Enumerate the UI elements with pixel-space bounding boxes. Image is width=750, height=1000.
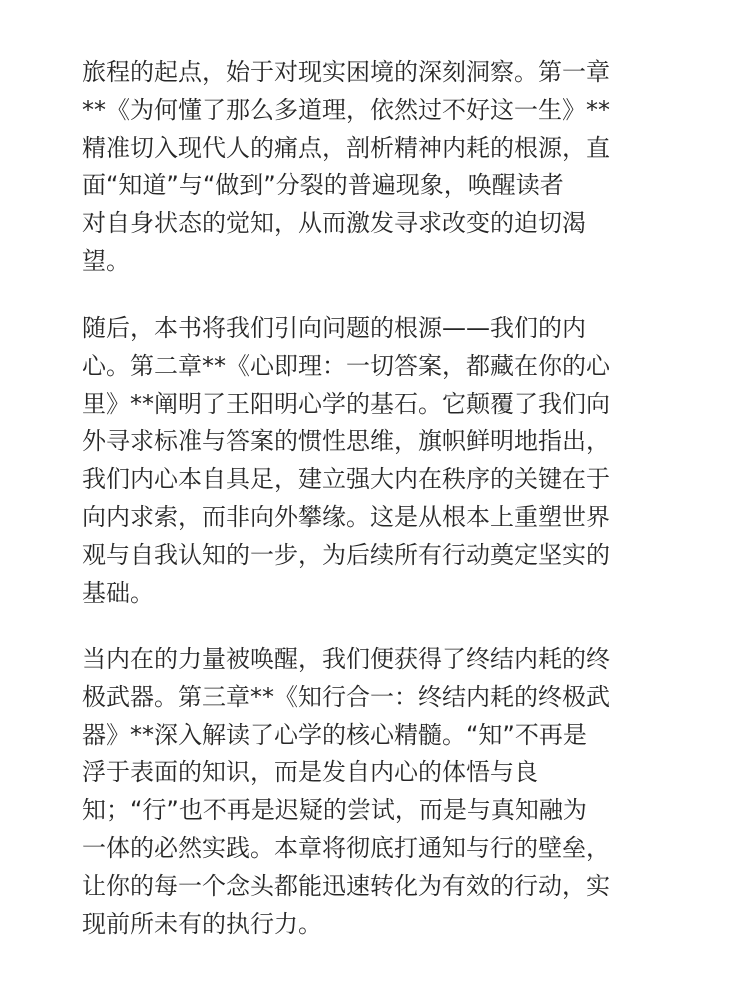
text-line: **《为何懂了那么多道理，依然过不好这一生》**	[82, 95, 610, 124]
text-line: 浮于表面的知识，而是发自内心的体悟与良	[82, 758, 538, 787]
text-line: 外寻求标准与答案的惯性思维，旗帜鲜明地指出，	[82, 427, 610, 456]
text-line: 我们内心本自具足，建立强大内在秩序的关键在于	[82, 465, 610, 494]
text-line: 向内求索，而非向外攀缘。这是从根本上重塑世界	[82, 502, 610, 531]
text-line: 望。	[82, 246, 130, 275]
text-line: 精准切入现代人的痛点，剖析精神内耗的根源，直	[82, 133, 610, 162]
text-line: 观与自我认知的一步，为后续所有行动奠定坚实的	[82, 540, 610, 569]
text-line: 现前所未有的执行力。	[82, 909, 322, 938]
text-line: 旅程的起点，始于对现实困境的深刻洞察。第一章	[82, 58, 610, 86]
text-line: 一体的必然实践。本章将彻底打通知与行的壁垒，	[82, 833, 610, 862]
text-line: 知；“行”也不再是迟疑的尝试，而是与真知融为	[82, 796, 587, 825]
text-line: 让你的每一个念头都能迅速转化为有效的行动，实	[82, 871, 610, 900]
text-line: 心。第二章**《心即理：一切答案，都藏在你的心	[82, 351, 610, 380]
text-line: 器》**深入解读了心学的核心精髓。“知”不再是	[82, 720, 587, 749]
text-line: 基础。	[82, 578, 154, 607]
paragraph-chapter-one	[82, 54, 682, 281]
paragraph-chapter-two	[82, 310, 682, 612]
text-line: 里》**阐明了王阳明心学的基石。它颠覆了我们向	[82, 389, 610, 418]
paragraph-chapter-three	[82, 641, 682, 943]
text-line: 面“知道”与“做到”分裂的普遍现象，唤醒读者	[82, 171, 564, 200]
text-line: 极武器。第三章**《知行合一：终结内耗的终极武	[82, 682, 610, 711]
text-line: 对自身状态的觉知，从而激发寻求改变的迫切渴	[82, 209, 586, 238]
text-line: 当内在的力量被唤醒，我们便获得了终结内耗的终	[82, 645, 610, 673]
text-line: 随后，本书将我们引向问题的根源——我们的内	[82, 314, 586, 342]
